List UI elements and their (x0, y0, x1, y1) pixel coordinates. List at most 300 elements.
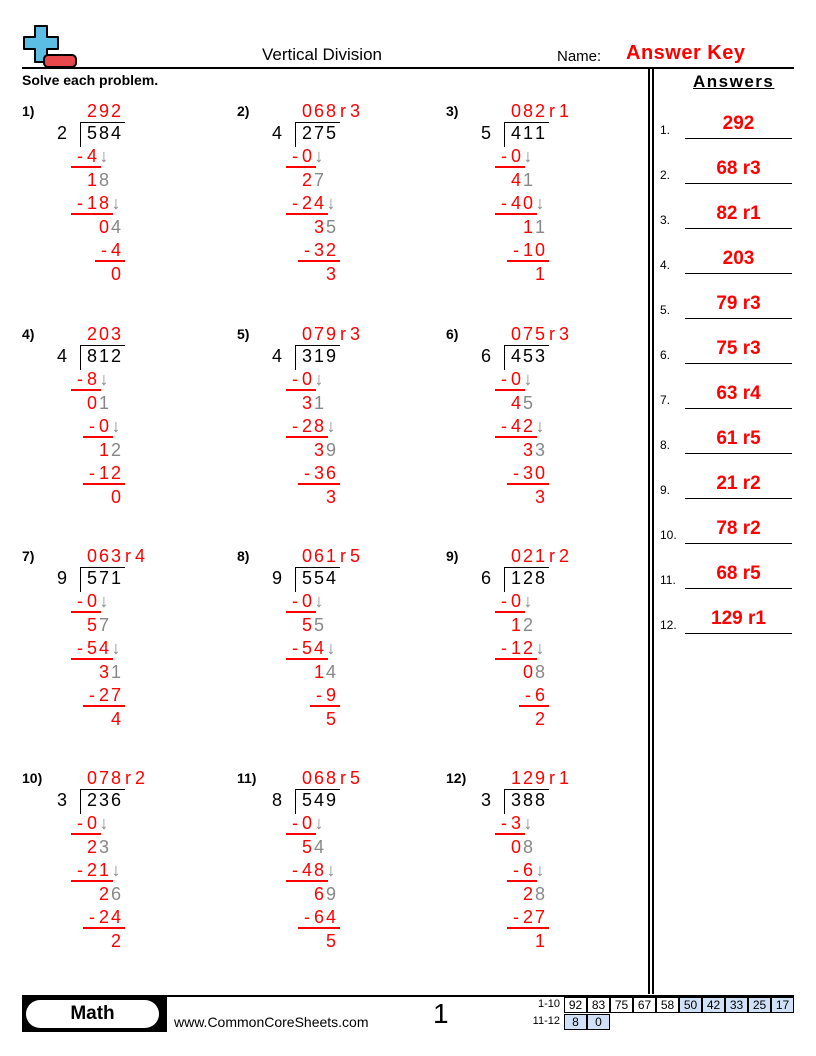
remainder-marker: r (549, 768, 555, 788)
subject-label: Math (26, 1000, 159, 1028)
remainder-digit: 4 (134, 546, 145, 566)
subtract-digit: 3 (313, 463, 324, 483)
remainder-digit: 5 (349, 546, 360, 566)
division-bracket (295, 789, 340, 814)
subtraction-line (71, 213, 113, 215)
problem-number: 3) (446, 103, 459, 119)
brought-down-digit: 8 (534, 661, 545, 682)
answer-row (660, 469, 792, 499)
minus-sign: - (501, 369, 507, 389)
minus-sign: - (513, 463, 519, 483)
score-cell: 17 (771, 997, 794, 1013)
subtraction-line (495, 166, 525, 168)
division-bracket (504, 567, 549, 592)
bring-down-arrow-icon: ↓ (535, 416, 545, 436)
score-cell: 25 (748, 997, 771, 1013)
difference-digit: 3 (301, 392, 312, 413)
bring-down-arrow-icon: ↓ (99, 591, 109, 611)
difference-digit: 0 (98, 216, 109, 237)
difference-digit: 5 (301, 836, 312, 857)
quotient-digit: 2 (86, 101, 97, 121)
quotient-digit: 8 (325, 768, 336, 788)
subtract-digit: 1 (98, 860, 109, 880)
subtract-digit: 2 (301, 193, 312, 213)
dividend-digit: 3 (510, 790, 521, 810)
minus-sign: - (292, 860, 298, 880)
dividend-digit: 3 (534, 346, 545, 366)
subtraction-line (310, 705, 340, 707)
answer-line (685, 498, 792, 500)
dividend-digit: 4 (110, 123, 121, 143)
worksheet-title: Vertical Division (262, 45, 382, 64)
answer-line (685, 588, 792, 590)
brought-down-digit: 1 (110, 661, 121, 682)
brought-down-digit: 5 (522, 392, 533, 413)
answer-number: 1. (660, 123, 671, 137)
dividend-digit: 8 (98, 123, 109, 143)
dividend-digit: 6 (110, 790, 121, 810)
remainder-marker: r (340, 324, 346, 344)
name-value: Answer Key (626, 42, 746, 64)
answer-row (660, 289, 792, 319)
quotient-digit: 1 (510, 768, 521, 788)
answer-row (660, 334, 792, 364)
subtract-digit: 8 (86, 369, 97, 389)
minus-sign: - (501, 813, 507, 833)
subtraction-line (286, 880, 328, 882)
difference-digit: 0 (110, 263, 121, 284)
subtract-digit: 1 (98, 463, 109, 483)
difference-digit: 0 (86, 392, 97, 413)
subtract-digit: 4 (301, 860, 312, 880)
bring-down-arrow-icon: ↓ (99, 146, 109, 166)
quotient-digit: 9 (325, 324, 336, 344)
quotient-digit: 6 (313, 101, 324, 121)
answer-number: 3. (660, 213, 671, 227)
answer-line (685, 408, 792, 410)
subtract-digit: 8 (98, 193, 109, 213)
subtract-digit: 0 (510, 591, 521, 611)
score-cell: 33 (725, 997, 748, 1013)
subtraction-line (507, 880, 537, 882)
remainder-digit: 3 (349, 101, 360, 121)
answer-value: 21 r2 (716, 473, 761, 494)
dividend-digit: 2 (86, 790, 97, 810)
remainder-marker: r (549, 546, 555, 566)
brought-down-digit: 2 (110, 439, 121, 460)
subtraction-line (95, 260, 125, 262)
quotient-digit: 2 (522, 768, 533, 788)
difference-digit: 5 (301, 614, 312, 635)
bring-down-arrow-icon: ↓ (535, 860, 545, 880)
brought-down-digit: 7 (313, 169, 324, 190)
dividend-digit: 9 (325, 346, 336, 366)
subtraction-line (286, 166, 316, 168)
subtract-digit: 2 (86, 860, 97, 880)
quotient-digit: 6 (313, 768, 324, 788)
subtraction-line (495, 611, 525, 613)
dividend-digit: 9 (325, 790, 336, 810)
minus-sign: - (292, 369, 298, 389)
quotient-digit: 7 (522, 324, 533, 344)
difference-digit: 3 (313, 439, 324, 460)
minus-sign: - (77, 860, 83, 880)
subtract-digit: 2 (522, 416, 533, 436)
answer-value: 63 r4 (716, 383, 761, 404)
minus-sign: - (89, 907, 95, 927)
bring-down-arrow-icon: ↓ (535, 638, 545, 658)
site-url: www.CommonCoreSheets.com (174, 1014, 369, 1030)
subtract-digit: 2 (522, 907, 533, 927)
difference-digit: 1 (534, 930, 545, 951)
answer-value: 82 r1 (716, 203, 761, 224)
remainder-marker: r (125, 546, 131, 566)
answer-line (685, 273, 792, 275)
dividend-digit: 5 (325, 123, 336, 143)
answer-line (685, 138, 792, 140)
subtract-digit: 0 (301, 369, 312, 389)
quotient-digit: 0 (98, 324, 109, 344)
subtract-digit: 5 (86, 638, 97, 658)
subtraction-line (71, 658, 113, 660)
quotient-digit: 8 (522, 101, 533, 121)
answers-divider (648, 69, 650, 994)
dividend-digit: 4 (510, 346, 521, 366)
divisor: 2 (56, 123, 67, 143)
quotient-digit: 0 (301, 546, 312, 566)
subtract-digit: 6 (313, 907, 324, 927)
dividend-digit: 4 (313, 790, 324, 810)
page-number: 1 (433, 998, 449, 1029)
divisor: 6 (480, 568, 491, 588)
answer-row (660, 559, 792, 589)
subtraction-line (507, 927, 549, 929)
answer-number: 11. (660, 573, 676, 587)
bring-down-arrow-icon: ↓ (326, 416, 336, 436)
bring-down-arrow-icon: ↓ (111, 638, 121, 658)
subtract-digit: 1 (86, 193, 97, 213)
problem-number: 7) (22, 548, 35, 564)
subtract-digit: 4 (86, 146, 97, 166)
subtract-digit: 6 (522, 860, 533, 880)
brought-down-digit: 1 (313, 392, 324, 413)
subtract-digit: 7 (534, 907, 545, 927)
bring-down-arrow-icon: ↓ (314, 369, 324, 389)
bring-down-arrow-icon: ↓ (99, 813, 109, 833)
name-label: Name: (557, 48, 602, 65)
minus-sign: - (101, 240, 107, 260)
subtraction-line (298, 483, 340, 485)
quotient-digit: 9 (98, 101, 109, 121)
answer-line (685, 318, 792, 320)
minus-sign: - (292, 416, 298, 436)
difference-digit: 2 (110, 930, 121, 951)
dividend-digit: 3 (98, 790, 109, 810)
bring-down-arrow-icon: ↓ (523, 369, 533, 389)
dividend-digit: 5 (301, 790, 312, 810)
score-cell: 8 (564, 1014, 587, 1030)
subtract-digit: 4 (313, 638, 324, 658)
dividend-digit: 7 (313, 123, 324, 143)
divisor: 4 (271, 346, 282, 366)
remainder-marker: r (340, 546, 346, 566)
problem-number: 2) (237, 103, 250, 119)
subtraction-line (286, 611, 316, 613)
subtract-digit: 5 (301, 638, 312, 658)
dividend-digit: 1 (98, 346, 109, 366)
subtraction-line (83, 927, 125, 929)
subtraction-line (71, 389, 101, 391)
dividend-digit: 2 (301, 123, 312, 143)
subtraction-line (71, 833, 101, 835)
answer-line (685, 228, 792, 230)
subtract-digit: 0 (522, 193, 533, 213)
minus-sign: - (77, 369, 83, 389)
difference-digit: 3 (325, 486, 336, 507)
division-bracket (80, 789, 125, 814)
difference-digit: 3 (522, 439, 533, 460)
brought-down-digit: 5 (313, 614, 324, 635)
answer-value: 203 (722, 248, 755, 269)
division-bracket (295, 567, 340, 592)
answers-divider-inner (652, 69, 654, 994)
answer-value: 78 r2 (716, 518, 761, 539)
answer-value: 292 (722, 113, 755, 134)
division-bracket (504, 122, 549, 147)
quotient-digit: 2 (86, 324, 97, 344)
minus-sign: - (501, 193, 507, 213)
subtract-digit: 4 (510, 416, 521, 436)
minus-sign: - (77, 813, 83, 833)
divisor: 8 (271, 790, 282, 810)
quotient-digit: 7 (313, 324, 324, 344)
division-bracket (295, 122, 340, 147)
quotient-digit: 0 (86, 546, 97, 566)
subtract-digit: 7 (110, 685, 121, 705)
subtraction-line (71, 166, 101, 168)
brought-down-digit: 1 (98, 392, 109, 413)
quotient-digit: 1 (325, 546, 336, 566)
quotient-digit: 0 (301, 324, 312, 344)
score-cell: 92 (564, 997, 587, 1013)
subtraction-line (495, 658, 537, 660)
division-problem (22, 770, 222, 970)
problem-number: 12) (446, 770, 467, 786)
minus-sign: - (77, 638, 83, 658)
difference-digit: 2 (86, 836, 97, 857)
subtraction-line (286, 833, 316, 835)
subject-badge (22, 997, 167, 1032)
answer-line (685, 453, 792, 455)
division-problem (237, 770, 437, 970)
quotient-digit: 1 (534, 546, 545, 566)
brought-down-digit: 4 (313, 836, 324, 857)
divisor: 9 (271, 568, 282, 588)
answer-row (660, 514, 792, 544)
minus-sign: - (513, 860, 519, 880)
subtract-digit: 0 (98, 416, 109, 436)
division-bracket (80, 567, 125, 592)
bring-down-arrow-icon: ↓ (326, 860, 336, 880)
quotient-digit: 5 (534, 324, 545, 344)
subtraction-line (286, 658, 328, 660)
brought-down-digit: 9 (325, 883, 336, 904)
brought-down-digit: 9 (325, 439, 336, 460)
difference-digit: 4 (110, 708, 121, 729)
brought-down-digit: 4 (325, 661, 336, 682)
instructions: Solve each problem. (22, 72, 159, 88)
answer-number: 10. (660, 528, 677, 542)
problem-number: 5) (237, 326, 250, 342)
difference-digit: 3 (534, 486, 545, 507)
subtract-digit: 0 (301, 813, 312, 833)
answer-value: 61 r5 (716, 428, 761, 449)
divisor: 3 (480, 790, 491, 810)
bring-down-arrow-icon: ↓ (314, 146, 324, 166)
minus-sign: - (292, 591, 298, 611)
difference-digit: 1 (510, 614, 521, 635)
quotient-digit: 6 (313, 546, 324, 566)
subtract-digit: 6 (325, 463, 336, 483)
subtract-digit: 4 (98, 638, 109, 658)
answer-row (660, 379, 792, 409)
dividend-digit: 8 (534, 790, 545, 810)
dividend-digit: 8 (522, 790, 533, 810)
division-bracket (80, 345, 125, 370)
division-problem (22, 103, 222, 303)
remainder-marker: r (549, 324, 555, 344)
subtract-digit: 0 (534, 463, 545, 483)
quotient-digit: 2 (534, 101, 545, 121)
dividend-digit: 2 (110, 346, 121, 366)
brought-down-digit: 6 (110, 883, 121, 904)
answer-value: 75 r3 (716, 338, 761, 359)
dividend-digit: 3 (301, 346, 312, 366)
quotient-digit: 0 (301, 101, 312, 121)
subtraction-line (507, 483, 549, 485)
subtract-digit: 2 (301, 416, 312, 436)
bring-down-arrow-icon: ↓ (523, 813, 533, 833)
remainder-digit: 2 (558, 546, 569, 566)
quotient-digit: 8 (110, 768, 121, 788)
division-problem (22, 548, 222, 748)
difference-digit: 1 (522, 216, 533, 237)
score-cell: 42 (702, 997, 725, 1013)
divisor: 9 (56, 568, 67, 588)
subtract-digit: 2 (325, 240, 336, 260)
dividend-digit: 1 (534, 123, 545, 143)
subtract-digit: 1 (510, 638, 521, 658)
subtract-digit: 0 (510, 146, 521, 166)
problem-number: 10) (22, 770, 43, 786)
remainder-digit: 5 (349, 768, 360, 788)
bring-down-arrow-icon: ↓ (535, 193, 545, 213)
problem-number: 6) (446, 326, 459, 342)
division-problem (237, 326, 437, 526)
dividend-digit: 5 (86, 568, 97, 588)
subtraction-line (71, 611, 101, 613)
subtraction-line (286, 389, 316, 391)
answer-value: 79 r3 (716, 293, 761, 314)
answer-number: 9. (660, 483, 671, 497)
answer-line (685, 363, 792, 365)
minus-sign: - (292, 193, 298, 213)
difference-digit: 0 (510, 836, 521, 857)
quotient-digit: 0 (510, 546, 521, 566)
division-problem (446, 103, 646, 303)
subtract-digit: 4 (510, 193, 521, 213)
answer-row (660, 424, 792, 454)
answer-number: 2. (660, 168, 671, 182)
remainder-digit: 3 (558, 324, 569, 344)
answer-value: 129 r1 (711, 608, 766, 629)
dividend-digit: 8 (534, 568, 545, 588)
problem-number: 4) (22, 326, 35, 342)
answer-row (660, 244, 792, 274)
quotient-digit: 0 (301, 768, 312, 788)
score-cell: 75 (610, 997, 633, 1013)
subtract-digit: 3 (522, 463, 533, 483)
quotient-digit: 0 (510, 101, 521, 121)
subtraction-line (507, 260, 549, 262)
minus-sign: - (316, 685, 322, 705)
divisor: 4 (271, 123, 282, 143)
remainder-digit: 2 (134, 768, 145, 788)
answer-line (685, 183, 792, 185)
difference-digit: 0 (522, 661, 533, 682)
subtract-digit: 0 (301, 146, 312, 166)
quotient-digit: 2 (110, 101, 121, 121)
subtraction-line (298, 927, 340, 929)
division-problem (237, 548, 437, 748)
answer-line (685, 633, 792, 635)
difference-digit: 1 (86, 169, 97, 190)
minus-sign: - (501, 638, 507, 658)
divisor: 4 (56, 346, 67, 366)
subtraction-line (495, 436, 537, 438)
difference-digit: 5 (86, 614, 97, 635)
minus-sign: - (501, 591, 507, 611)
quotient-digit: 6 (98, 546, 109, 566)
minus-sign: - (304, 463, 310, 483)
brought-down-digit: 4 (110, 216, 121, 237)
difference-digit: 3 (313, 216, 324, 237)
score-cell: 50 (679, 997, 702, 1013)
subtract-digit: 4 (313, 193, 324, 213)
difference-digit: 1 (98, 439, 109, 460)
answer-number: 5. (660, 303, 671, 317)
subtract-digit: 0 (86, 813, 97, 833)
dividend-digit: 4 (510, 123, 521, 143)
subtraction-line (83, 483, 125, 485)
difference-digit: 5 (325, 708, 336, 729)
subtract-digit: 2 (98, 685, 109, 705)
bring-down-arrow-icon: ↓ (326, 193, 336, 213)
subtraction-line (495, 389, 525, 391)
subtract-digit: 0 (534, 240, 545, 260)
subtraction-line (83, 705, 125, 707)
bring-down-arrow-icon: ↓ (314, 591, 324, 611)
difference-digit: 2 (301, 169, 312, 190)
answer-row (660, 604, 792, 634)
brought-down-digit: 8 (534, 883, 545, 904)
minus-sign: - (501, 146, 507, 166)
divisor: 3 (56, 790, 67, 810)
quotient-digit: 9 (534, 768, 545, 788)
subtraction-line (286, 436, 328, 438)
dividend-digit: 5 (313, 568, 324, 588)
subtract-digit: 1 (522, 240, 533, 260)
